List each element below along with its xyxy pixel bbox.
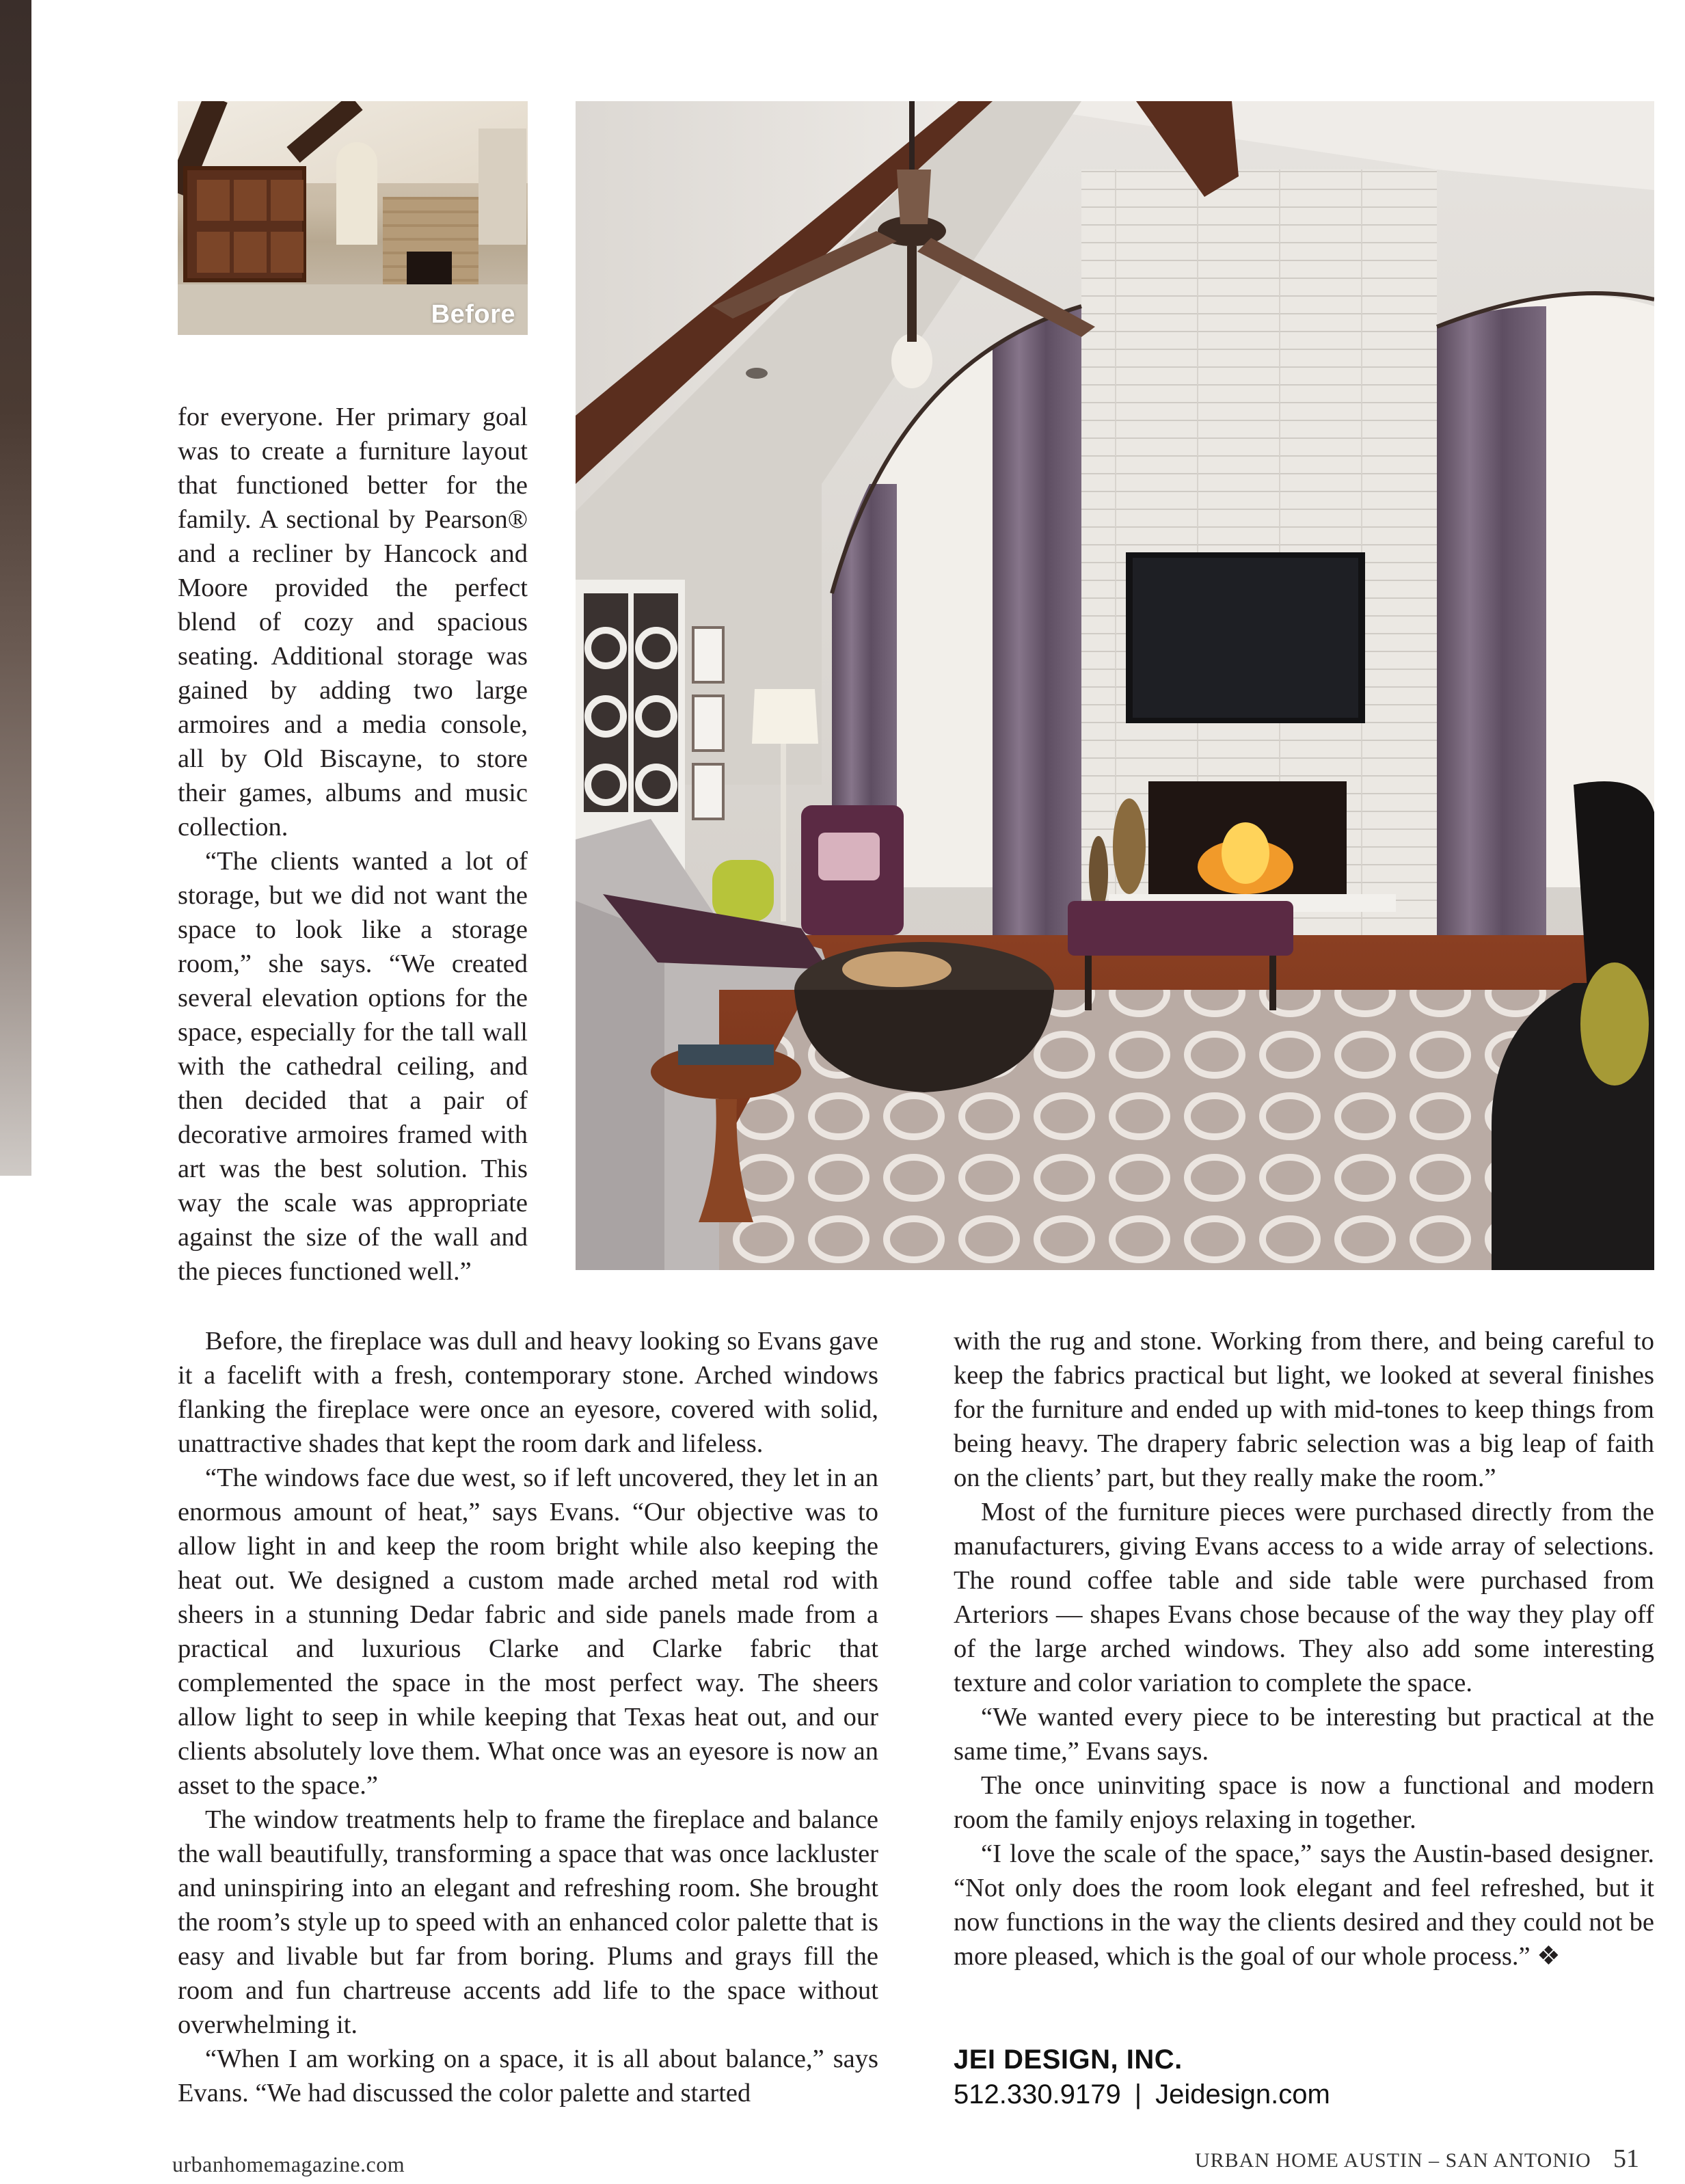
main-photo bbox=[576, 101, 1654, 1270]
left-text-column bbox=[178, 1324, 878, 2110]
footer-magazine-title: URBAN HOME AUSTIN – SAN ANTONIO bbox=[1195, 2149, 1591, 2172]
before-photo bbox=[178, 101, 528, 335]
footer-website: urbanhomemagazine.com bbox=[172, 2152, 405, 2176]
before-cabinet bbox=[183, 166, 306, 282]
living-room-illustration bbox=[576, 101, 1654, 1270]
body-paragraph: Before, the fireplace was dull and heavy looking so Evans gave it a facelift with a fresh, contemporary stone. Arched windows flanking the fireplace were once an eyesore, covered with solid, unattractive shades that kept the room dark and lifeless. bbox=[178, 1327, 878, 1458]
designer-contact bbox=[954, 2077, 1330, 2112]
narrow-text-column bbox=[178, 400, 528, 1289]
body-paragraph: “The windows face due west, so if left uncovered, they let in an enormous amount of heat,” says Evans. “Our objective was to allow light in and keep the room bright while also keeping the heat out. We designed a custom made arched metal rod with sheers in a stunning Dedar fabric and side panels made from a practical and luxurious Clarke and Clarke fabric that complemented the space in the most perfect way. The sheers allow light to seep in while keeping that Texas heat out, and our clients absolutely love them. What once was an eyesore is now an asset to the space.” bbox=[178, 1464, 878, 1800]
previous-page-bleed bbox=[0, 0, 31, 1176]
body-paragraph: The window treatments help to frame the fireplace and balance the wall beautifully, transforming a space that was once lackluster and uninspiring into an elegant and refreshing room. She brought the room’s style up to speed with an enhanced color palette that is easy and livable but far from boring. Plums and grays fill the room and fun chartreuse accents add life to the space without overwhelming it. bbox=[178, 1805, 878, 2039]
designer-phone: 512.330.9179 bbox=[954, 2079, 1121, 2109]
before-window bbox=[478, 129, 526, 245]
before-arched-window bbox=[336, 142, 377, 245]
right-text-column bbox=[954, 1324, 1654, 1973]
previous-page-bleed-margin bbox=[0, 1176, 31, 2184]
designer-website-link[interactable]: Jeidesign.com bbox=[1155, 2079, 1330, 2109]
before-label: Before bbox=[431, 300, 515, 329]
designer-name: JEI DESIGN, INC. bbox=[954, 2045, 1183, 2075]
page-number: 51 bbox=[1613, 2144, 1639, 2173]
body-paragraph: Most of the furniture pieces were purchased directly from the manufacturers, giving Evans access to a wide array of selections. The round coffee table and side table were purchased from Arteriors — shapes Evans chose because of the way they play off of the large arched windows. They also add some interesting texture and color variation to complete the space. bbox=[954, 1498, 1654, 1697]
body-paragraph: “The clients wanted a lot of storage, but we did not want the space to look like a storage room,” she says. “We created several elevation options for the space, especially for the tall wall with the cathedral ceiling, and then decided that a pair of decorative armoires framed with art was the best solution. This way the scale was appropriate against the size of the wall and the pieces functioned well.” bbox=[178, 847, 528, 1286]
body-paragraph: for everyone. Her primary goal was to create a furniture layout that functioned better for the family. A sectional by Pearson® and a recliner by Hancock and Moore provided the perfect blend of cozy and spacious seating. Additional storage was gained by adding two large armoires and a media console, all by Old Biscayne, to store their games, albums and music collection. bbox=[178, 403, 528, 841]
contact-separator: | bbox=[1134, 2079, 1142, 2109]
body-paragraph: “I love the scale of the space,” says the Austin-based designer. “Not only does the room look elegant and feel refreshed, but it now functions in the way the clients desired and they could not be more pleased, which is the goal of our whole process.” ❖ bbox=[954, 1839, 1654, 1971]
body-paragraph: “When I am working on a space, it is all about balance,” says Evans. “We had discussed the color palette and started bbox=[178, 2045, 878, 2107]
body-paragraph: “We wanted every piece to be interesting but practical at the same time,” Evans says. bbox=[954, 1703, 1654, 1766]
designer-credit bbox=[954, 2043, 1330, 2112]
body-paragraph: with the rug and stone. Working from there, and being careful to keep the fabrics practical but light, we looked at several finishes for the furniture and ended up with mid-tones to keep things from being heavy. The drapery fabric selection was a big leap of faith on the clients’ part, but they really make the room.” bbox=[954, 1327, 1654, 1492]
body-paragraph: The once uninviting space is now a functional and modern room the family enjoys relaxing in together. bbox=[954, 1771, 1654, 1834]
